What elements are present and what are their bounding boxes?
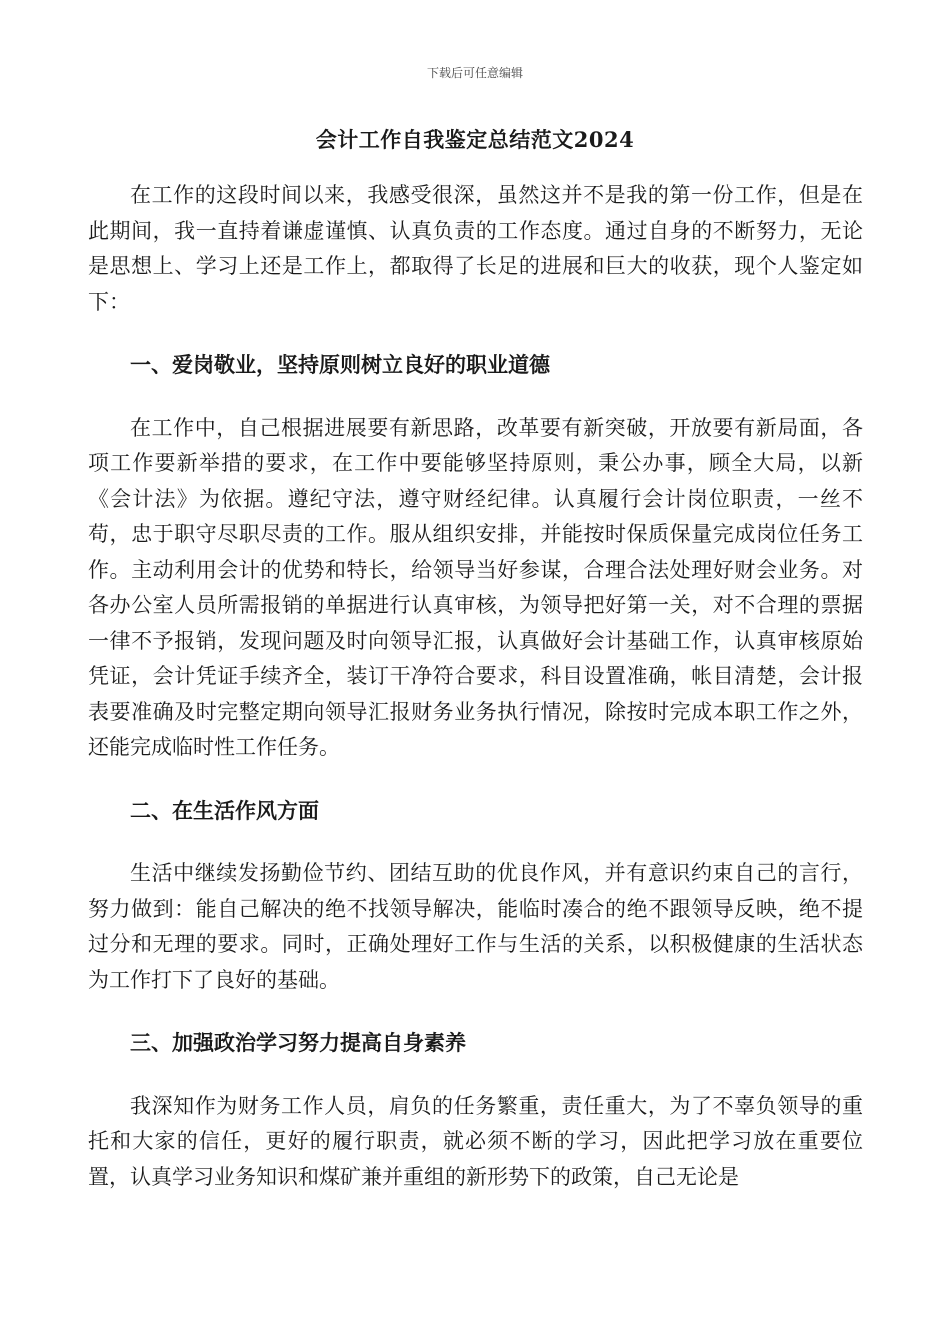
section-3-heading: 三、加强政治学习努力提高自身素养 <box>130 1030 466 1055</box>
section-3-paragraph: 我深知作为财务工作人员，肩负的任务繁重，责任重大，为了不辜负领导的重托和大家的信任，更好的履行职责，就必须不断的学习，因此把学习放在重要位置，认真学习业务知识和煤矿兼并重组的新形势下的政策，自己无论是 <box>88 1093 863 1189</box>
header-note: 下载后可任意编辑 <box>426 66 523 80</box>
section-2-paragraph: 生活中继续发扬勤俭节约、团结互助的优良作风，并有意识约束自己的言行，努力做到：能自己解决的绝不找领导解决，能临时凑合的绝不跟领导反映，绝不提过分和无理的要求。同时，正确处理好工作与生活的关系，以积极健康的生活状态为工作打下了良好的基础。 <box>88 861 863 992</box>
section-1-paragraph: 在工作中，自己根据进展要有新思路，改革要有新突破，开放要有新局面，各项工作要新举措的要求，在工作中要能够坚持原则，秉公办事，顾全大局，以新《会计法》为依据。遵纪守法，遵守财经纪律。认真履行会计岗位职责，一丝不苟，忠于职守尽职尽责的工作。服从组织安排，并能按时保质保量完成岗位任务工作。主动利用会计的优势和特长，给领导当好参谋，合理合法处理好财会业务。对各办公室人员所需报销的单据进行认真审核，为领导把好第一关，对不合理的票据一律不予报销，发现问题及时向领导汇报，认真做好会计基础工作，认真审核原始凭证，会计凭证手续齐全，装订干净符合要求，科目设置准确，帐目清楚，会计报表要准确及时完整定期向领导汇报财务业务执行情况，除按时完成本职工作之外，还能完成临时性工作任务。 <box>88 415 863 759</box>
section-1-heading: 一、爱岗敬业，坚持原则树立良好的职业道德 <box>130 352 550 377</box>
document-title: 会计工作自我鉴定总结范文2024 <box>315 127 635 152</box>
section-2-heading: 二、在生活作风方面 <box>130 797 319 823</box>
intro-paragraph: 在工作的这段时间以来，我感受很深，虽然这并不是我的第一份工作，但是在此期间，我一直持着谦虚谨慎、认真负责的工作态度。通过自身的不断努力，无论是思想上、学习上还是工作上，都取得了长足的进展和巨大的收获，现个人鉴定如下： <box>88 183 863 314</box>
document-body <box>88 178 863 1195</box>
